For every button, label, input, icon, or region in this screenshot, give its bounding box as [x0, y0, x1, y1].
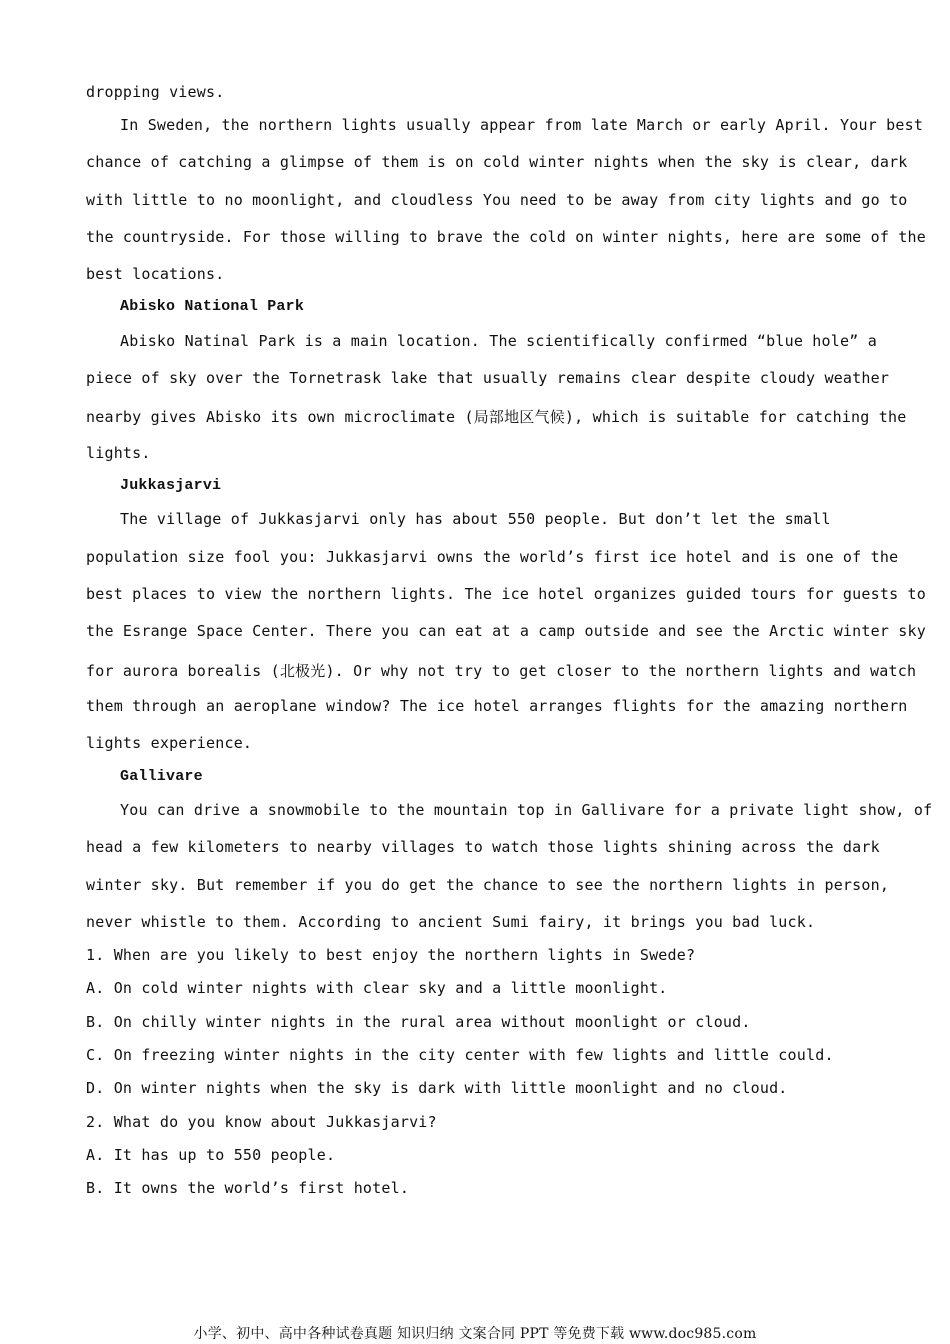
option-2b: B. It owns the world’s first hotel. — [86, 1179, 410, 1197]
footer-watermark: 小学、初中、高中各种试卷真题 知识归纳 文案合同 PPT 等免费下载 www.doc985.com — [193, 1326, 757, 1342]
para-sweden-line: with little to no moonlight, and cloudless You need to be away from city lights and go to — [86, 191, 908, 209]
jukkasjarvi-line: lights experience. — [86, 734, 253, 752]
jukkasjarvi-line: population size fool you: Jukkasjarvi owns the world’s first ice hotel and is one of the — [86, 548, 899, 566]
para-sweden-line: chance of catching a glimpse of them is on cold winter nights when the sky is clear, dark — [86, 153, 908, 171]
para-sweden-line: In Sweden, the northern lights usually appear from late March or early April. Your best — [120, 116, 924, 134]
para-sweden-line: best locations. — [86, 265, 225, 283]
jukkasjarvi-line: best places to view the northern lights. The ice hotel organizes guided tours for guests to — [86, 585, 926, 603]
para-sweden-line: the countryside. For those willing to brave the cold on winter nights, here are some of the — [86, 228, 926, 246]
abisko-line: nearby gives Abisko its own microclimate (局部地区气候), which is suitable for catching the — [86, 408, 907, 426]
option-1c: C. On freezing winter nights in the city center with few lights and little could. — [86, 1046, 834, 1064]
gallivare-line: You can drive a snowmobile to the mountain top in Gallivare for a private light show, of — [120, 801, 933, 819]
section-heading-abisko: Abisko National Park — [120, 298, 305, 315]
jukkasjarvi-line: the Esrange Space Center. There you can eat at a camp outside and see the Arctic winter sky — [86, 622, 926, 640]
jukkasjarvi-line: them through an aeroplane window? The ice hotel arranges flights for the amazing northern — [86, 697, 908, 715]
abisko-line: piece of sky over the Tornetrask lake that usually remains clear despite cloudy weather — [86, 369, 890, 387]
option-1a: A. On cold winter nights with clear sky and a little moonlight. — [86, 979, 668, 997]
gallivare-line: never whistle to them. According to ancient Sumi fairy, it brings you bad luck. — [86, 913, 816, 931]
section-heading-jukkasjarvi: Jukkasjarvi — [120, 477, 222, 494]
gallivare-line: winter sky. But remember if you do get the chance to see the northern lights in person, — [86, 876, 890, 894]
intro-tail: dropping views. — [86, 83, 225, 101]
option-2a: A. It has up to 550 people. — [86, 1146, 336, 1164]
option-1b: B. On chilly winter nights in the rural area without moonlight or cloud. — [86, 1013, 751, 1031]
gallivare-line: head a few kilometers to nearby villages to watch those lights shining across the dark — [86, 838, 880, 856]
question-2: 2. What do you know about Jukkasjarvi? — [86, 1113, 437, 1131]
option-1d: D. On winter nights when the sky is dark with little moonlight and no cloud. — [86, 1079, 788, 1097]
question-1: 1. When are you likely to best enjoy the northern lights in Swede? — [86, 946, 696, 964]
jukkasjarvi-line: for aurora borealis (北极光). Or why not try to get closer to the northern lights and watch — [86, 662, 917, 680]
abisko-line: Abisko Natinal Park is a main location. The scientifically confirmed “blue hole” a — [120, 332, 877, 350]
section-heading-gallivare: Gallivare — [120, 768, 203, 785]
abisko-line: lights. — [86, 444, 151, 462]
jukkasjarvi-line: The village of Jukkasjarvi only has about 550 people. But don’t let the small — [120, 510, 831, 528]
